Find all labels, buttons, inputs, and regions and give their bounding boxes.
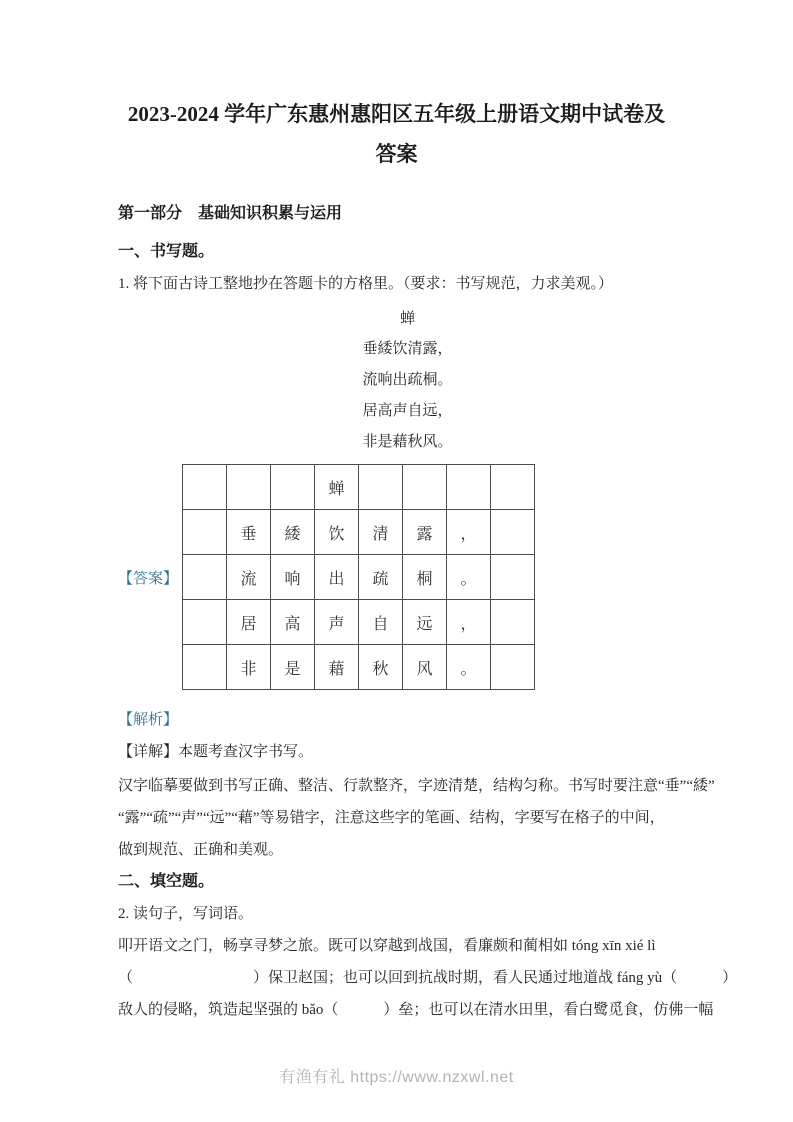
answer-grid: [182, 464, 535, 690]
analysis-label: 【解析】: [118, 712, 179, 728]
analysis-detail: 【详解】本题考查汉字书写。: [118, 744, 314, 760]
grid-cell: 清: [359, 510, 403, 555]
grid-cell: 垂: [227, 510, 271, 555]
question2-line: （ ）保卫赵国；也可以回到抗战时期，看人民通过地道战 fáng yù（ ）: [118, 970, 738, 986]
analysis-line: 汉字临摹要做到书写正确、整洁、行款整齐，字迹清楚，结构匀称。书写时要注意“垂”“緌”: [118, 778, 715, 794]
grid-row: [183, 465, 535, 510]
poem-line: 居高声自远，: [362, 403, 453, 419]
grid-cell: 风: [403, 645, 447, 690]
grid-cell: [359, 465, 403, 510]
grid-cell: 高: [271, 600, 315, 645]
grid-row: [183, 645, 535, 690]
grid-cell: [491, 600, 535, 645]
answer-section: [118, 464, 697, 690]
section2-heading: 二、填空题。: [118, 873, 215, 890]
grid-cell: [183, 645, 227, 690]
analysis-line: 做到规范、正确和美观。: [118, 842, 284, 858]
document-title-line1: 2023-2024 学年广东惠州惠阳区五年级上册语文期中试卷及: [127, 102, 666, 126]
poem-block: [118, 304, 697, 458]
poem-line: 流响出疏桐。: [362, 372, 453, 388]
grid-cell: 緌: [271, 510, 315, 555]
grid-cell: 是: [271, 645, 315, 690]
grid-cell: [491, 555, 535, 600]
grid-cell: 饮: [315, 510, 359, 555]
answer-label: 【答案】: [118, 570, 179, 587]
grid-cell: 秋: [359, 645, 403, 690]
grid-cell: [183, 555, 227, 600]
grid-cell: 非: [227, 645, 271, 690]
grid-cell: 流: [227, 555, 271, 600]
grid-row: [183, 600, 535, 645]
grid-cell: 出: [315, 555, 359, 600]
grid-cell: ，: [447, 510, 491, 555]
grid-row: [183, 510, 535, 555]
grid-cell: 居: [227, 600, 271, 645]
section1-heading: 一、书写题。: [118, 243, 215, 260]
poem-line: 垂緌饮清露，: [362, 341, 453, 357]
document-body: [0, 202, 793, 1026]
grid-cell: 疏: [359, 555, 403, 600]
grid-cell: [183, 600, 227, 645]
site-watermark: 有渔有礼 https://www.nzxwl.net: [279, 1069, 514, 1086]
grid-cell: 。: [447, 645, 491, 690]
grid-cell: 露: [403, 510, 447, 555]
grid-cell: [183, 510, 227, 555]
analysis-line: “露”“疏”“声”“远”“藉”等易错字，注意这些字的笔画、结构，字要写在格子的中间，: [118, 810, 665, 826]
grid-cell: [491, 645, 535, 690]
grid-cell: [183, 465, 227, 510]
grid-cell: 远: [403, 600, 447, 645]
grid-cell: [447, 465, 491, 510]
analysis-paragraph: [118, 770, 715, 866]
question2-paragraph: [118, 930, 738, 1026]
grid-cell: [491, 465, 535, 510]
document-title-line2: 答案: [375, 142, 418, 166]
question2-line: 叩开语文之门，畅享寻梦之旅。既可以穿越到战国，看廉颇和蔺相如 tóng xīn xié lì: [118, 938, 656, 954]
grid-cell: 藉: [315, 645, 359, 690]
grid-cell: 桐: [403, 555, 447, 600]
grid-cell: 响: [271, 555, 315, 600]
poem-line: 非是藉秋风。: [362, 434, 453, 450]
grid-cell: [227, 465, 271, 510]
poem-title: 蝉: [399, 311, 415, 327]
grid-cell: 。: [447, 555, 491, 600]
grid-cell: [491, 510, 535, 555]
question1-text: 1. 将下面古诗工整地抄在答题卡的方格里。（要求：书写规范，力求美观。）: [118, 276, 614, 292]
grid-cell: [403, 465, 447, 510]
grid-cell: 自: [359, 600, 403, 645]
grid-cell: 蝉: [315, 465, 359, 510]
grid-cell: [271, 465, 315, 510]
grid-cell: 声: [315, 600, 359, 645]
question2-line: 敌人的侵略，筑造起坚强的 bǎo（ ）垒；也可以在清水田里，看白鹭觅食，仿佛一幅: [118, 1002, 714, 1018]
question2-text: 2. 读句子，写词语。: [118, 906, 254, 922]
answer-grid-body: [183, 465, 535, 690]
part1-heading: 第一部分 基础知识积累与运用: [118, 205, 343, 222]
document-title: [0, 0, 793, 174]
grid-row: [183, 555, 535, 600]
grid-cell: ，: [447, 600, 491, 645]
